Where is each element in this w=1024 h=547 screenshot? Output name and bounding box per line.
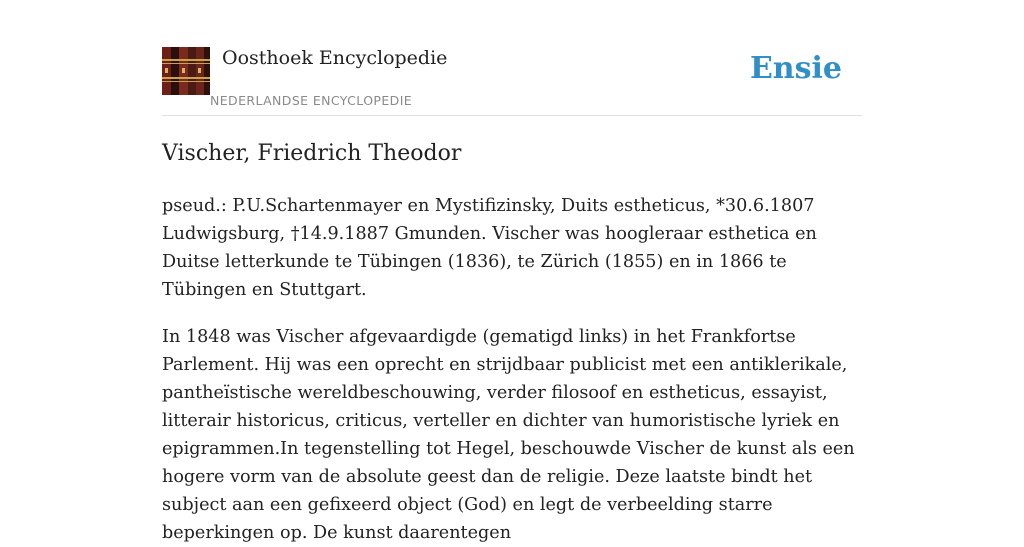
- site-header: [162, 0, 862, 116]
- site-subtitle: NEDERLANDSE ENCYCLOPEDIE: [210, 93, 413, 108]
- avatar[interactable]: [162, 47, 210, 95]
- site-name[interactable]: Oosthoek Encyclopedie: [222, 47, 448, 69]
- article-paragraph: pseud.: P.U.Schartenmayer en Mystifizinsky, Duits estheticus, *30.6.1807 Ludwigsburg, †14.9.1887 Gmunden. Vischer was hoogleraar esthetica en Duitse letterkunde te Tübingen (1836), te Zürich (1855) en in 1866 te Tübingen en Stuttgart.: [162, 196, 817, 300]
- article-title: Vischer, Friedrich Theodor: [162, 141, 462, 166]
- article: [162, 136, 868, 547]
- book-spines-icon: [162, 47, 210, 95]
- article-paragraph: In 1848 was Vischer afgevaardigde (gematigd links) in het Frankfortse Parlement. Hij was een oprecht en strijdbaar publicist met een antiklerikale, pantheïstische wereldbeschouwing, verder filosoof en estheticus, essayist, litterair historicus, criticus, verteller en dichter van humoristische lyriek en epigrammen.In tegenstelling tot Hegel, beschouwde Vischer de kunst als een hogere vorm van de absolute geest dan de religie. Deze laatste bindt het subject aan een gefixeerd object (God) en legt de verbeelding starre beperkingen op. De kunst daarentegen: [162, 327, 855, 543]
- brand-logo[interactable]: Ensie: [749, 51, 842, 86]
